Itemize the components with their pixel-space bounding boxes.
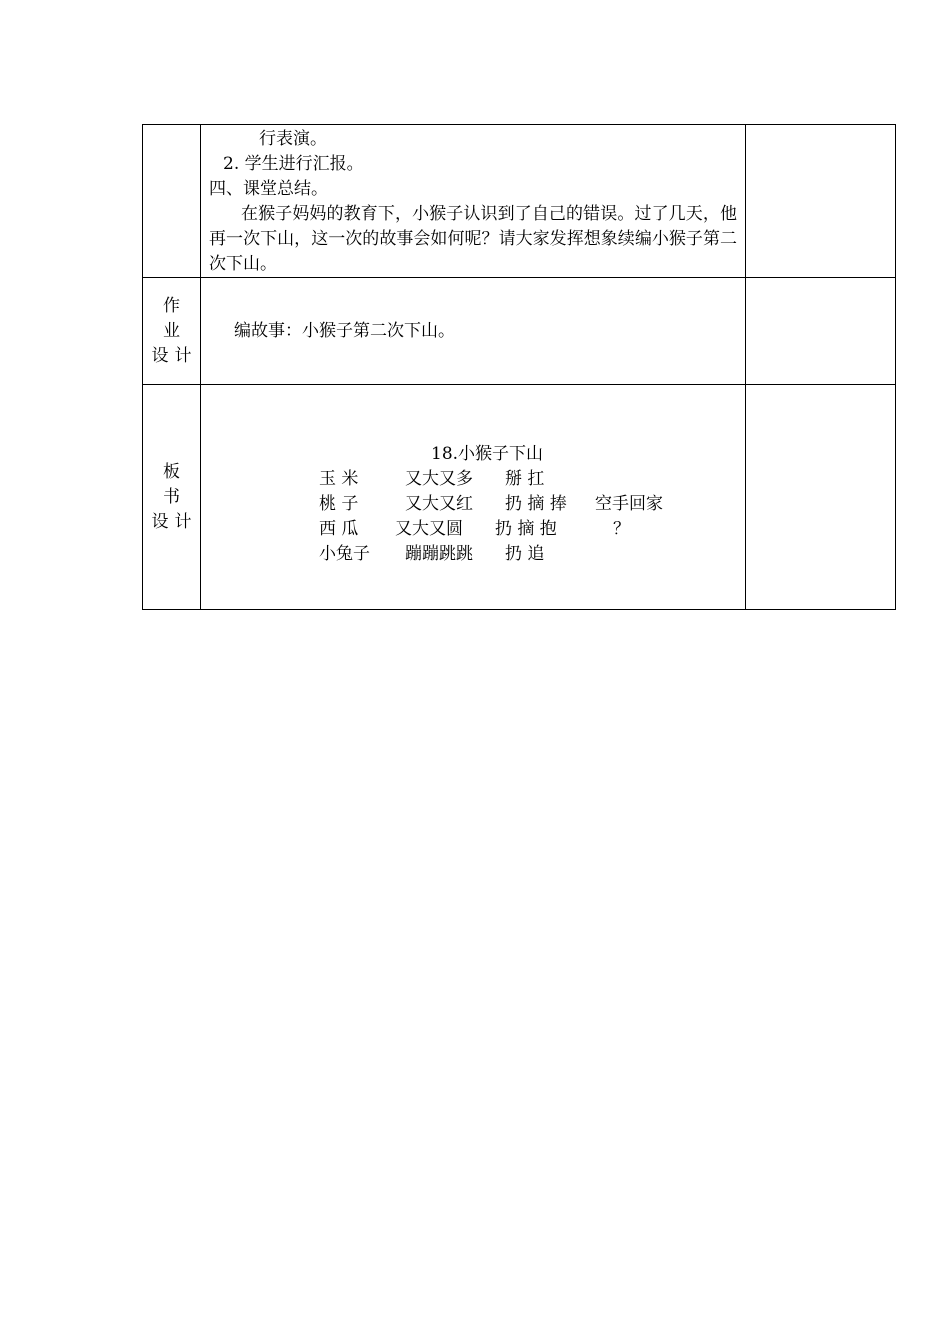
board-actions: 扔 摘 抱 [495,519,557,539]
lesson-plan-table [142,124,896,610]
text-line: 行表演。 [259,129,327,149]
board-item: 玉 米 [319,469,359,489]
label-cell-empty [143,125,201,278]
board-item: 小兔子 [319,544,370,564]
board-row [319,514,630,539]
board-label: 设计 [151,511,198,532]
board-title: 18.小猴子下山 [431,444,544,464]
board-description: 又大又红 [405,494,473,514]
notes-cell [746,125,896,278]
homework-label: 作 业 [163,295,186,341]
board-label: 板 书 [163,461,186,507]
board-result: 空手回家 [595,494,663,514]
summary-paragraph: 在猴子妈妈的教育下，小猴子认识到了自己的错误。过了几天，他再一次下山，这一次的故事会如何呢？请大家发挥想象续编小猴子第二次下山。 [209,204,737,274]
board-label-cell [143,385,201,610]
table-row [143,385,896,610]
board-item: 西 瓜 [319,519,359,539]
table-row [143,125,896,278]
board-row [319,464,595,489]
board-item: 桃 子 [319,494,359,514]
board-design-cell [201,385,746,610]
homework-label: 设计 [151,345,198,366]
homework-content: 编故事：小猴子第二次下山。 [201,278,746,385]
process-content-cell [201,125,746,278]
board-actions: 扔 摘 捧 [505,494,567,514]
homework-label-cell [143,278,201,385]
section-heading: 四、课堂总结。 [209,179,328,199]
notes-cell [746,385,896,610]
board-row [319,489,663,514]
table-row [143,278,896,385]
board-description: 又大又多 [405,469,473,489]
board-result: ？ [613,519,630,539]
notes-cell [746,278,896,385]
board-description: 又大又圆 [395,519,463,539]
board-description: 蹦蹦跳跳 [405,544,473,564]
text-line: 2. 学生进行汇报。 [223,154,364,174]
board-actions: 掰 扛 [505,469,545,489]
board-actions: 扔 追 [505,544,545,564]
board-row [319,539,595,564]
